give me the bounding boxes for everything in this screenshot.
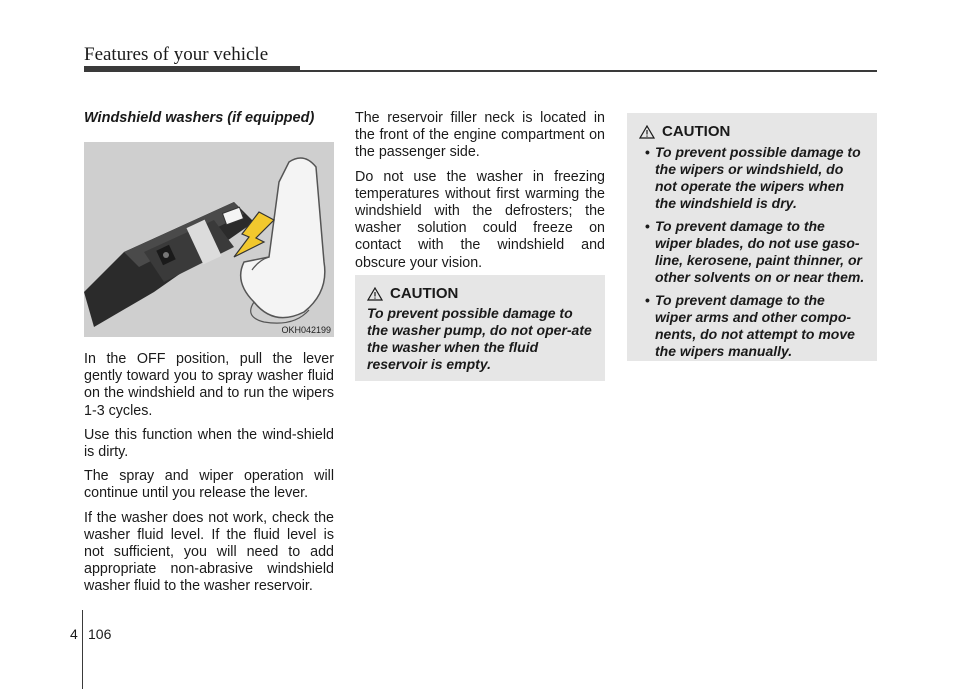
paragraph: The reservoir filler neck is located in the front of the engine compartment on the passenger side. (355, 110, 605, 161)
caution-header (367, 285, 593, 302)
caution-title: CAUTION (662, 123, 731, 140)
caution-title: CAUTION (390, 285, 459, 302)
wiper-lever-figure (84, 142, 334, 337)
list-item: • To prevent damage to the wiper arms and other compo-nents, do not attempt to move the wipers manually. (645, 292, 855, 359)
caution-box-wipers (627, 113, 877, 361)
caution-box-washer (355, 275, 605, 381)
column-left (84, 110, 334, 603)
page-number: 106 (88, 626, 112, 642)
list-item-text: To prevent possible damage to the wipers or windshield, do not operate the wipers when the windshield is dry. (655, 144, 861, 211)
list-item: • To prevent damage to the wiper blades, do not use gaso-line, kerosene, paint thinner, or other solvents on or near them. (645, 218, 865, 285)
caution-header (639, 123, 865, 140)
footer-rule (82, 610, 83, 689)
list-item-text: To prevent damage to the wiper arms and other compo-nents, do not attempt to move the wipers manually. (655, 292, 855, 359)
paragraph: Do not use the washer in freezing temperatures without first warming the windshield with the defrosters; the washer solution could freeze on contact with the windshield and obscure your vision. (355, 168, 605, 271)
paragraph: If the washer does not work, check the washer fluid level. If the fluid level is not sufficient, you will need to add appropriate non-abrasive windshield washer fluid to the washer reservoir. (84, 509, 334, 595)
paragraph: The spray and wiper operation will continue until you release the lever. (84, 468, 334, 502)
paragraph: Use this function when the wind-shield is dirty. (84, 426, 334, 461)
warning-triangle-icon (639, 125, 655, 139)
caution-list (639, 144, 865, 360)
column-middle (355, 110, 605, 279)
header-bar (84, 66, 300, 72)
list-item-text: To prevent damage to the wiper blades, do not use gaso-line, kerosene, paint thinner, or other solvents on or near them. (655, 218, 865, 285)
paragraph: In the OFF position, pull the lever gently toward you to spray washer fluid on the windshield and to run the wipers 1-3 cycles. (84, 351, 334, 419)
header-rule (300, 70, 877, 72)
list-item: • To prevent possible damage to the wipers or windshield, do not operate the wipers when the windshield is dry. (645, 144, 861, 211)
figure-code: OKH042199 (281, 325, 331, 335)
chapter-number: 4 (70, 626, 78, 642)
warning-triangle-icon (367, 287, 383, 301)
section-title: Windshield washers (if equipped) (84, 110, 315, 126)
wiper-lever-illustration (84, 142, 334, 337)
caution-text: To prevent possible damage to the washer pump, do not oper-ate the washer when the fluid reservoir is empty. (367, 305, 592, 372)
header-title: Features of your vehicle (84, 44, 269, 65)
